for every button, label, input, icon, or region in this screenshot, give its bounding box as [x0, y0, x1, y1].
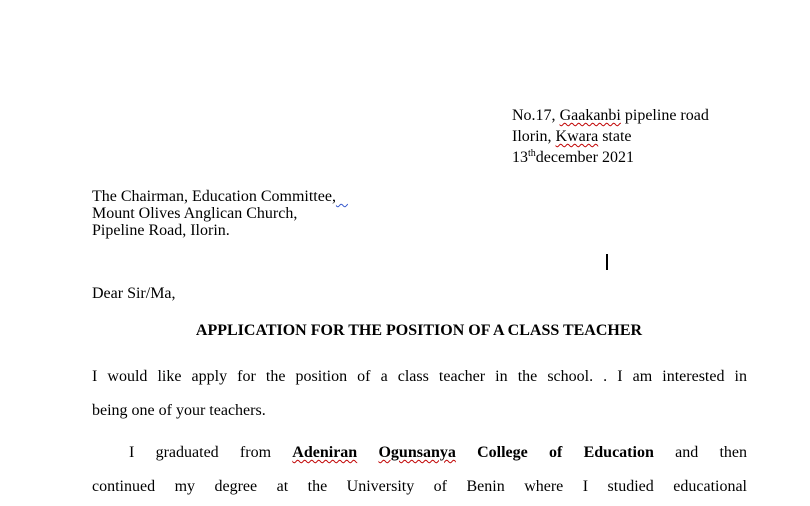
paragraph-2-suffix: and then	[653, 444, 748, 461]
address-street-number: No.17,	[512, 107, 560, 124]
address-street-name: Gaakanbi	[559, 107, 621, 124]
grammar-mark	[336, 188, 348, 205]
date-day: 13	[512, 149, 528, 166]
salutation: Dear Sir/Ma,	[92, 285, 176, 302]
sender-address-line-2	[512, 127, 632, 147]
address-state-suffix: state	[598, 128, 632, 145]
address-state: Kwara	[555, 128, 599, 145]
paragraph-1-line-2: being one of your teachers.	[92, 402, 266, 419]
paragraph-2-prefix: I graduated from	[129, 444, 293, 461]
paragraph-2-line-1	[92, 436, 747, 470]
text-cursor	[606, 254, 608, 270]
recipient-title: The Chairman, Education Committee,	[92, 188, 336, 205]
paragraph-1	[92, 360, 747, 428]
date-month-year: december 2021	[535, 149, 634, 166]
sender-address-line-1	[512, 106, 709, 126]
address-street-suffix: pipeline road	[620, 107, 709, 124]
address-city: Ilorin,	[512, 128, 556, 145]
paragraph-2	[92, 436, 747, 504]
letter-date	[512, 148, 634, 168]
college-name-part-2: Ogunsanya	[378, 444, 456, 461]
paragraph-2-line-2: continued my degree at the University of Benin where I studied educational	[92, 478, 747, 495]
college-name-part-3: College of Education	[477, 444, 654, 461]
college-name-part-1: Adeniran	[292, 444, 358, 461]
recipient-line-2: Mount Olives Anglican Church,	[92, 205, 298, 222]
date-ordinal: th	[528, 148, 536, 159]
paragraph-1-line-1: I would like apply for the position of a class teacher in the school. . I am interested in	[92, 368, 747, 385]
recipient-line-1	[92, 188, 348, 205]
letter-heading: APPLICATION FOR THE POSITION OF A CLASS TEACHER	[195, 322, 643, 339]
recipient-line-3: Pipeline Road, Ilorin.	[92, 222, 230, 239]
